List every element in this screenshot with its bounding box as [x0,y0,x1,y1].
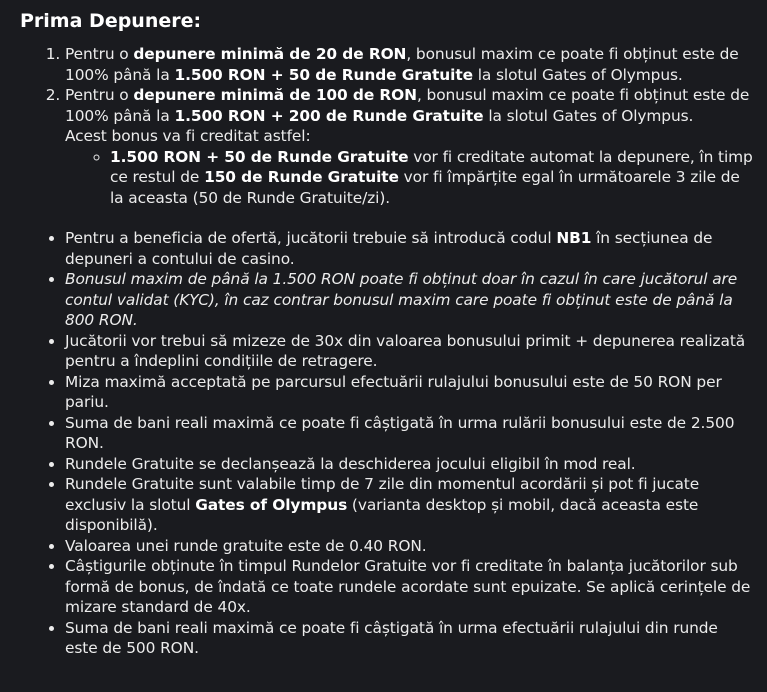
offer-item-100-ron: 2. Pentru o depunere minimă de 100 de RON, bonusul maxim ce poate fi obținut este de 100% până la 1.500 RON + 200 de Runde Gratuite la slotul Gates of Olympus. Acest bonus va fi creditat astfel: ◦ 1.500 RON + 50 de Runde Gratuite vor fi creditate automat la depunere, în timp ce restul de 150 de Runde Gratuite vor fi împărțite egal în următoarele 3 zile de la aceasta (50 de Runde Gratuite/zi). [65,85,755,208]
term-wagering: • Jucătorii vor trebui să mizeze de 30x din valoarea bonusului primit + depunerea realizată pentru a îndeplini condițiile de retragere. [65,331,755,372]
term-max-win-bonus: • Suma de bani reali maximă ce poate fi câștigată în urma rulării bonusului este de 2.500 RON. [65,413,755,454]
term-kyc: • Bonusul maxim de până la 1.500 RON poate fi obținut doar în cazul în care jucătorul are contul validat (KYC), în caz contrar bonusul maxim care poate fi obținut este de până la 800 RON. [65,269,755,331]
term-bonus-code: • Pentru a beneficia de ofertă, jucătorii trebuie să introducă codul NB1 în secțiunea de depuneri a contului de casino. [65,228,755,269]
section-title: Prima Depunere: [20,10,202,32]
min-deposit-100: depunere minimă de 100 de RON [133,86,417,104]
terms-content [20,44,755,659]
terms-list [20,228,755,659]
term-spin-winnings: • Câștigurile obținute în timpul Rundelor Gratuite vor fi creditate în balanța jucătorilor sub formă de bonus, de îndată ce toate rundele acordate sunt epuizate. Se aplică cerințele de mizare standard de 40x. [65,556,755,618]
term-max-win-spins: • Suma de bani reali maximă ce poate fi câștigată în urma efectuării rulajului din runde este de 500 RON. [65,618,755,659]
credit-note: Acest bonus va fi creditat astfel: [65,127,311,145]
min-deposit-20: depunere minimă de 20 de RON [133,45,407,63]
slot-name: Gates of Olympus [195,495,348,514]
term-spins-validity: • Rundele Gratuite sunt valabile timp de 7 zile din momentul acordării și pot fi jucate exclusiv la slotul Gates of Olympus (varianta desktop și mobil, dacă aceasta este disponibilă). [65,474,755,536]
bonus-amount-50-spins: 1.500 RON + 50 de Runde Gratuite [174,65,473,84]
term-spins-trigger: • Rundele Gratuite se declanșează la deschiderea jocului eligibil în mod real. [65,454,755,475]
bonus-code: NB1 [556,229,592,247]
term-max-bet: • Miza maximă acceptată pe parcursul efectuării rulajului bonusului este de 50 RON per pariu. [65,372,755,413]
term-spin-value: • Valoarea unei runde gratuite este de 0.40 RON. [65,536,755,557]
bonus-amount-200-spins: 1.500 RON + 200 de Runde Gratuite [174,106,484,125]
offer-list [20,44,755,208]
offer-item-20-ron: 1. Pentru o depunere minimă de 20 de RON, bonusul maxim ce poate fi obținut este de 100% până la 1.500 RON + 50 de Runde Gratuite la slotul Gates of Olympus. [65,44,755,85]
credit-breakdown-list [65,147,755,209]
credit-breakdown-item: ◦ 1.500 RON + 50 de Runde Gratuite vor fi creditate automat la depunere, în timp ce restul de 150 de Runde Gratuite vor fi împărțite egal în următoarele 3 zile de la aceasta (50 de Runde Gratuite/zi). [110,147,755,209]
